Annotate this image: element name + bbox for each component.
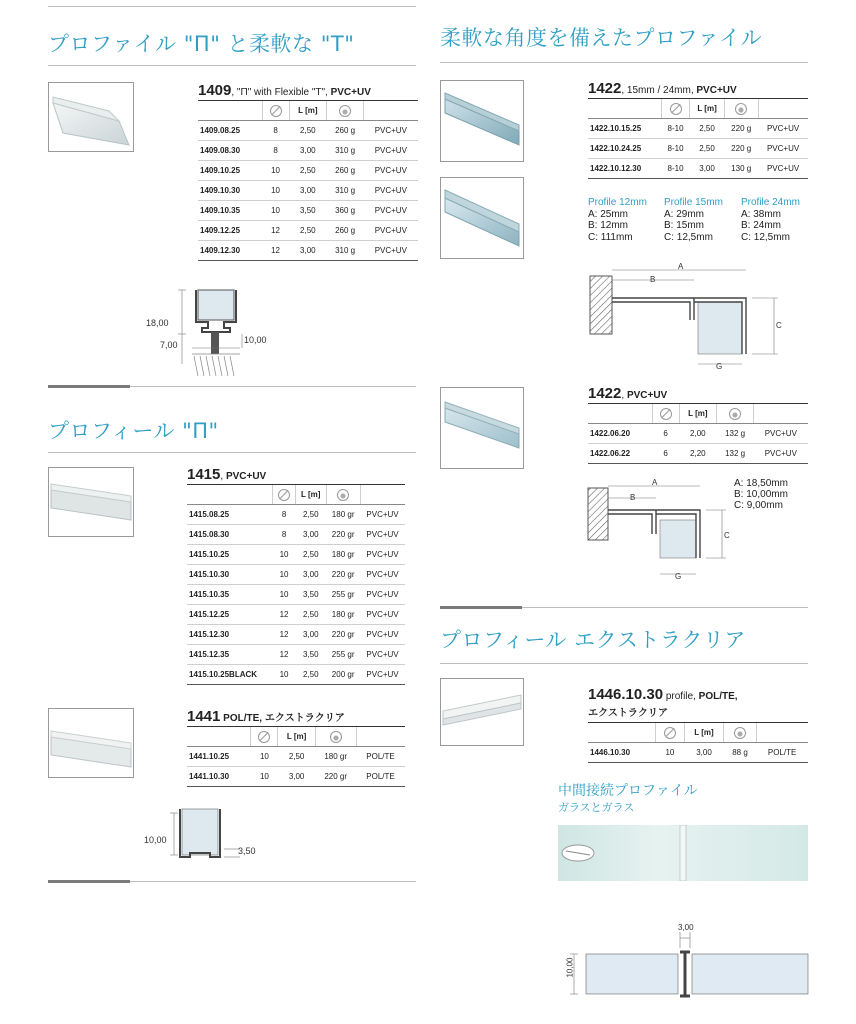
product-code-cell: 1409.08.25: [198, 121, 262, 141]
table-cell: 8: [262, 141, 289, 161]
table-row: [187, 505, 405, 525]
product-desc: , 15mm / 24mm,: [621, 85, 697, 96]
product-code-cell: 1441.10.30: [187, 767, 251, 787]
dim-label-b: B: [630, 493, 636, 502]
table-cell: PVC+UV: [364, 221, 418, 241]
header-cell: L [m]: [295, 485, 326, 505]
product-code: 1441: [187, 708, 221, 725]
spec-table-1422-b: [588, 403, 808, 464]
header-cell: L [m]: [289, 101, 327, 121]
product-code: 1446.10.30: [588, 686, 664, 703]
table-cell: PVC+UV: [364, 141, 418, 161]
table-cell: PVC+UV: [758, 139, 808, 159]
thickness-icon: [660, 408, 672, 420]
table-cell: 2,50: [295, 505, 326, 525]
spec-table-1422-a: [588, 98, 808, 179]
profile-dimensions-1422-b: [734, 478, 788, 511]
product-code-cell: 1409.12.25: [198, 221, 262, 241]
profile-name: Profile 12mm: [588, 197, 647, 208]
table-cell: 10: [273, 545, 295, 565]
section-rule-1422: [440, 62, 808, 63]
table-cell: 2,20: [679, 444, 717, 464]
table-cell: 260 g: [327, 121, 364, 141]
table-cell: 12: [262, 221, 289, 241]
product-code-cell: 1422.10.12.30: [588, 159, 661, 179]
profile-c: C: 9,00mm: [734, 500, 783, 511]
profile-b: B: 24mm: [741, 220, 782, 231]
table-cell: PVC+UV: [364, 181, 418, 201]
section-title-1409: プロファイル "Π" と柔軟な "T": [48, 32, 355, 56]
header-weight: [717, 404, 754, 424]
product-code-cell: 1422.06.22: [588, 444, 652, 464]
product-image-1441: [48, 708, 134, 778]
table-cell: 310 g: [327, 241, 364, 261]
product-code-cell: 1409.08.30: [198, 141, 262, 161]
dim-label-c: C: [724, 531, 730, 540]
product-image-1409: [48, 82, 134, 152]
dim-label: 3,50: [238, 846, 256, 856]
profile-col-15: [664, 197, 723, 243]
table-cell: PVC+UV: [360, 625, 405, 645]
table-row: [187, 747, 405, 767]
product-image-1415: [48, 467, 134, 537]
header-weight: [724, 99, 758, 119]
profile-b: B: 10,00mm: [734, 489, 788, 500]
table-row: [187, 625, 405, 645]
header-cell: L [m]: [690, 99, 724, 119]
dim-label: 7,00: [160, 340, 178, 350]
section-title-1422: 柔軟な角度を備えたプロファイル: [440, 26, 763, 50]
product-desc: ,: [621, 390, 627, 401]
product-material: PVC+UV: [225, 471, 267, 482]
product-code-cell: 1415.12.25: [187, 605, 273, 625]
product-code-cell: 1415.12.35: [187, 645, 273, 665]
header-cell: [187, 485, 273, 505]
profile-b: B: 15mm: [664, 220, 705, 231]
table-row: [187, 767, 405, 787]
table-cell: 260 g: [327, 221, 364, 241]
table-cell: 200 gr: [326, 665, 360, 685]
profile-a: A: 18,50mm: [734, 478, 788, 489]
table-cell: 2,50: [289, 221, 327, 241]
table-cell: PVC+UV: [364, 121, 418, 141]
table-row: [588, 743, 808, 763]
diagram-1409: [142, 288, 282, 378]
table-cell: 10: [656, 743, 685, 763]
table-row: [198, 241, 418, 261]
table-cell: 220 g: [724, 119, 758, 139]
table-cell: 3,50: [295, 585, 326, 605]
header-cell: [187, 727, 251, 747]
spec-table-1441: [187, 726, 405, 787]
table-cell: POL/TE: [356, 747, 405, 767]
product-code: 1422: [588, 80, 622, 97]
product-material: POL/TE, エクストラクリア: [223, 713, 345, 724]
table-cell: POL/TE: [356, 767, 405, 787]
product-image-1422-c: [440, 387, 524, 469]
table-cell: 8: [273, 525, 295, 545]
section-divider-dark: [440, 606, 522, 609]
glass-joint-photo: [558, 825, 808, 881]
table-header-row: [198, 101, 418, 121]
product-code-cell: 1415.10.35: [187, 585, 273, 605]
table-cell: 12: [262, 241, 289, 261]
profile-c: C: 12,5mm: [741, 231, 790, 243]
dim-label-a: A: [678, 262, 684, 271]
table-row: [198, 121, 418, 141]
table-row: [187, 565, 405, 585]
table-cell: 132 g: [717, 424, 754, 444]
table-cell: 3,50: [295, 645, 326, 665]
table-row: [187, 605, 405, 625]
product-code-cell: 1415.10.25: [187, 545, 273, 565]
product-code-cell: 1422.10.15.25: [588, 119, 661, 139]
dim-label-g: G: [716, 362, 723, 371]
header-weight: [315, 727, 356, 747]
header-thickness: [661, 99, 690, 119]
profile-a: A: 29mm: [664, 208, 705, 220]
weight-icon: [734, 727, 746, 739]
table-cell: 255 gr: [326, 645, 360, 665]
table-cell: 10: [262, 181, 289, 201]
thickness-icon: [278, 489, 290, 501]
table-cell: 2,50: [690, 119, 724, 139]
table-cell: 180 gr: [326, 545, 360, 565]
product-code-cell: 1415.10.25BLACK: [187, 665, 273, 685]
header-thickness: [251, 727, 278, 747]
table-cell: 3,00: [289, 141, 327, 161]
table-cell: 310 g: [327, 181, 364, 201]
table-cell: 6: [652, 444, 679, 464]
product-heading-1415: [187, 466, 266, 483]
product-heading-1409: [198, 82, 371, 99]
table-cell: 220 gr: [326, 625, 360, 645]
header-cell: [588, 723, 656, 743]
glass-joint-subtitle: ガラスとガラス: [558, 801, 635, 814]
weight-icon: [339, 105, 351, 117]
profile-b: B: 12mm: [588, 220, 629, 231]
product-heading-1441: [187, 708, 345, 725]
table-cell: 8: [273, 505, 295, 525]
product-image-1422-a: [440, 80, 524, 162]
header-thickness: [656, 723, 685, 743]
table-cell: 10: [262, 201, 289, 221]
dim-label-g: G: [675, 572, 682, 581]
table-cell: 2,50: [690, 139, 724, 159]
table-cell: 6: [652, 424, 679, 444]
table-cell: 2,50: [295, 545, 326, 565]
table-cell: 12: [273, 645, 295, 665]
profile-col-12: [588, 197, 647, 243]
diagram-1422-a: [588, 262, 788, 372]
header-cell: [198, 101, 262, 121]
section-title-1415: プロフィール "Π": [48, 419, 219, 443]
table-cell: 180 gr: [326, 605, 360, 625]
dim-label: 3,00: [678, 923, 694, 932]
table-header-row: [187, 727, 405, 747]
section-divider: [130, 386, 416, 387]
table-cell: 2,50: [289, 121, 327, 141]
product-code: 1422: [588, 385, 622, 402]
table-cell: 10: [251, 747, 278, 767]
table-cell: 220 gr: [326, 565, 360, 585]
table-row: [588, 159, 808, 179]
table-cell: 220 gr: [326, 525, 360, 545]
header-weight: [724, 723, 756, 743]
header-cell: [754, 404, 808, 424]
table-cell: 220 gr: [315, 767, 356, 787]
table-cell: 360 g: [327, 201, 364, 221]
product-code-cell: 1415.08.30: [187, 525, 273, 545]
product-desc: ,: [220, 471, 226, 482]
table-cell: 255 gr: [326, 585, 360, 605]
table-cell: PVC+UV: [364, 201, 418, 221]
table-header-row: [187, 485, 405, 505]
profile-col-24: [741, 197, 800, 243]
table-cell: 260 g: [327, 161, 364, 181]
header-thickness: [273, 485, 295, 505]
dim-label: 10,00: [144, 835, 167, 845]
product-heading-1422-a: [588, 80, 737, 97]
section-divider-dark: [48, 880, 130, 883]
header-cell: [756, 723, 808, 743]
section-rule-1446: [440, 663, 808, 664]
table-cell: 3,00: [295, 525, 326, 545]
product-code-cell: 1422.06.20: [588, 424, 652, 444]
product-material: PVC+UV: [330, 87, 371, 98]
table-cell: PVC+UV: [360, 545, 405, 565]
table-row: [198, 161, 418, 181]
section-rule-1409: [48, 65, 416, 66]
table-row: [187, 545, 405, 565]
table-cell: 220 g: [724, 139, 758, 159]
table-cell: PVC+UV: [360, 605, 405, 625]
dim-label: 10,00: [565, 957, 575, 978]
table-cell: PVC+UV: [758, 159, 808, 179]
section-divider: [130, 881, 416, 882]
table-cell: PVC+UV: [758, 119, 808, 139]
product-code-cell: 1409.10.30: [198, 181, 262, 201]
product-code-cell: 1415.12.30: [187, 625, 273, 645]
table-cell: PVC+UV: [754, 424, 808, 444]
dim-label-c: C: [776, 321, 782, 330]
table-cell: 3,00: [684, 743, 724, 763]
top-rule-left: [48, 6, 416, 7]
table-cell: 310 g: [327, 141, 364, 161]
profile-name: Profile 15mm: [664, 197, 723, 208]
table-row: [588, 119, 808, 139]
table-cell: 132 g: [717, 444, 754, 464]
header-cell: [356, 727, 405, 747]
product-code: 1409: [198, 82, 232, 99]
table-cell: 2,50: [295, 605, 326, 625]
table-row: [187, 645, 405, 665]
product-image-1446: [440, 678, 524, 746]
section-rule-1415: [48, 452, 416, 453]
spec-table-1409: [198, 100, 418, 261]
product-code-cell: 1409.12.30: [198, 241, 262, 261]
table-cell: PVC+UV: [360, 505, 405, 525]
table-cell: PVC+UV: [360, 565, 405, 585]
table-cell: 2,50: [289, 161, 327, 181]
table-row: [588, 139, 808, 159]
table-cell: 180 gr: [326, 505, 360, 525]
weight-icon: [735, 103, 747, 115]
product-code-cell: 1409.10.35: [198, 201, 262, 221]
table-cell: 3,00: [278, 767, 315, 787]
table-cell: 8-10: [661, 119, 690, 139]
product-material: PVC+UV: [696, 85, 737, 96]
profile-c: C: 111mm: [588, 231, 633, 243]
header-cell: [758, 99, 808, 119]
weight-icon: [337, 489, 349, 501]
spec-table-1446: [588, 722, 808, 763]
table-cell: 3,00: [289, 241, 327, 261]
table-cell: 8: [262, 121, 289, 141]
product-code-cell: 1415.08.25: [187, 505, 273, 525]
product-desc: profile,: [663, 691, 699, 702]
table-cell: 2,50: [295, 665, 326, 685]
table-cell: PVC+UV: [360, 665, 405, 685]
table-cell: 10: [273, 585, 295, 605]
product-code-cell: 1415.10.30: [187, 565, 273, 585]
header-cell: [588, 404, 652, 424]
table-header-row: [588, 99, 808, 119]
diagram-1422-b: [586, 478, 736, 588]
weight-icon: [729, 408, 741, 420]
table-cell: 12: [273, 625, 295, 645]
product-code-cell: 1422.10.24.25: [588, 139, 661, 159]
weight-icon: [330, 731, 342, 743]
dim-label-a: A: [652, 478, 658, 487]
table-row: [187, 525, 405, 545]
table-cell: 8-10: [661, 139, 690, 159]
table-header-row: [588, 723, 808, 743]
header-thickness: [652, 404, 679, 424]
product-code-cell: 1446.10.30: [588, 743, 656, 763]
table-row: [198, 221, 418, 241]
thickness-icon: [664, 727, 676, 739]
table-row: [588, 424, 808, 444]
dim-label: 10,00: [244, 335, 267, 345]
product-material: POL/TE,: [698, 691, 738, 702]
header-cell: [364, 101, 418, 121]
dim-label-b: B: [650, 275, 656, 284]
section-divider: [522, 607, 808, 608]
profile-a: A: 25mm: [588, 208, 629, 220]
dim-label: 18,00: [146, 318, 169, 328]
table-cell: 8-10: [661, 159, 690, 179]
product-code-cell: 1409.10.25: [198, 161, 262, 181]
thickness-icon: [270, 105, 282, 117]
product-desc: , "Π" with Flexible "T",: [231, 87, 331, 98]
table-cell: 3,50: [289, 201, 327, 221]
header-cell: L [m]: [278, 727, 315, 747]
table-cell: 88 g: [724, 743, 756, 763]
table-header-row: [588, 404, 808, 424]
thickness-icon: [258, 731, 270, 743]
table-row: [187, 585, 405, 605]
spec-table-1415: [187, 484, 405, 685]
product-code: 1415: [187, 466, 221, 483]
table-cell: 3,00: [690, 159, 724, 179]
header-weight: [327, 101, 364, 121]
product-image-1422-b: [440, 177, 524, 259]
table-row: [187, 665, 405, 685]
table-cell: PVC+UV: [360, 585, 405, 605]
table-cell: 10: [262, 161, 289, 181]
table-cell: 12: [273, 605, 295, 625]
table-cell: 180 gr: [315, 747, 356, 767]
header-cell: [588, 99, 661, 119]
product-heading-1446: [588, 686, 738, 722]
header-weight: [326, 485, 360, 505]
table-row: [198, 201, 418, 221]
header-cell: L [m]: [679, 404, 717, 424]
product-material-2: エクストラクリア: [588, 708, 668, 719]
section-divider-dark: [48, 385, 130, 388]
glass-joint-title: 中間接続プロファイル: [558, 783, 698, 799]
table-cell: 2,50: [278, 747, 315, 767]
table-cell: 3,00: [295, 565, 326, 585]
product-code-cell: 1441.10.25: [187, 747, 251, 767]
table-cell: PVC+UV: [754, 444, 808, 464]
table-cell: 10: [273, 565, 295, 585]
table-cell: 2,00: [679, 424, 717, 444]
table-cell: PVC+UV: [360, 645, 405, 665]
table-cell: PVC+UV: [360, 525, 405, 545]
table-cell: 10: [251, 767, 278, 787]
header-cell: [360, 485, 405, 505]
section-title-1446: プロフィール エクストラクリア: [440, 628, 746, 652]
table-row: [588, 444, 808, 464]
table-cell: PVC+UV: [364, 241, 418, 261]
table-row: [198, 141, 418, 161]
header-thickness: [262, 101, 289, 121]
table-cell: 3,00: [295, 625, 326, 645]
table-cell: 130 g: [724, 159, 758, 179]
header-cell: L [m]: [684, 723, 724, 743]
profile-a: A: 38mm: [741, 208, 782, 220]
table-row: [198, 181, 418, 201]
table-cell: PVC+UV: [364, 161, 418, 181]
product-material: PVC+UV: [626, 390, 668, 401]
profile-c: C: 12,5mm: [664, 231, 713, 243]
table-cell: 10: [273, 665, 295, 685]
product-heading-1422-b: [588, 385, 667, 402]
table-cell: POL/TE: [756, 743, 808, 763]
profile-name: Profile 24mm: [741, 197, 800, 208]
thickness-icon: [670, 103, 682, 115]
table-cell: 3,00: [289, 181, 327, 201]
